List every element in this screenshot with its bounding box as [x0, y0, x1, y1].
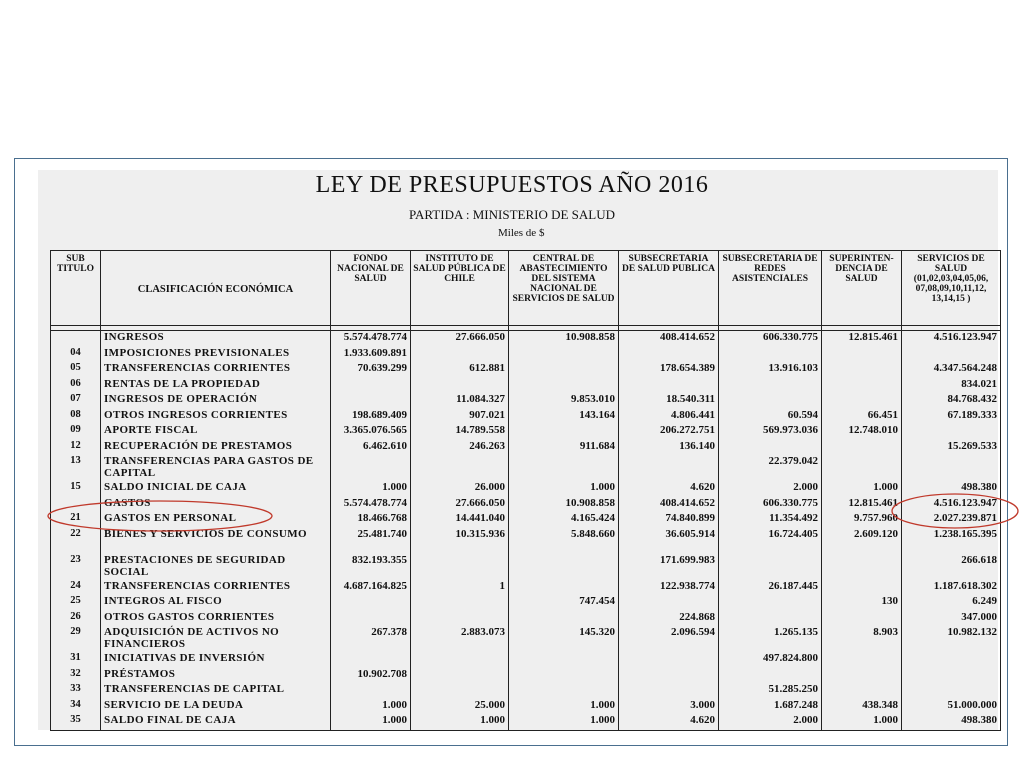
header-fonasa: FONDO NACIONAL DE SALUD [331, 251, 411, 326]
cell-subsecretaria-salud-publica [619, 683, 719, 699]
header-subsecretaria-salud-publica: SUBSECRETARIA DE SALUD PUBLICA [619, 251, 719, 326]
cell-servicios-salud: 266.618 [902, 554, 1001, 580]
cell-subsecretaria-redes: 497.824.800 [719, 652, 822, 668]
table-row [51, 554, 1001, 580]
cell-subsecretaria-salud-publica: 36.605.914 [619, 528, 719, 554]
cell-subtitulo: 05 [51, 362, 101, 378]
cell-isp: 907.021 [411, 409, 509, 425]
cell-subsecretaria-redes: 569.973.036 [719, 424, 822, 440]
cell-isp [411, 554, 509, 580]
cell-clasificacion: SALDO INICIAL DE CAJA [101, 481, 331, 497]
cell-superintendencia: 438.348 [822, 699, 902, 715]
cell-subtitulo: 04 [51, 347, 101, 363]
cell-superintendencia [822, 580, 902, 596]
cell-servicios-salud: 4.516.123.947 [902, 331, 1001, 347]
cell-subtitulo: 22 [51, 528, 101, 554]
cell-superintendencia: 12.815.461 [822, 331, 902, 347]
cell-clasificacion: TRANSFERENCIAS CORRIENTES [101, 362, 331, 378]
cell-isp: 26.000 [411, 481, 509, 497]
cell-clasificacion: SERVICIO DE LA DEUDA [101, 699, 331, 715]
table-row [51, 626, 1001, 652]
cell-servicios-salud: 15.269.533 [902, 440, 1001, 456]
cell-superintendencia [822, 683, 902, 699]
table-row [51, 528, 1001, 554]
cell-cenabast: 4.165.424 [509, 512, 619, 528]
cell-superintendencia [822, 393, 902, 409]
document-title: LEY DE PRESUPUESTOS AÑO 2016 [315, 172, 709, 198]
cell-subtitulo: 29 [51, 626, 101, 652]
cell-fonasa: 70.639.299 [331, 362, 411, 378]
cell-superintendencia [822, 668, 902, 684]
cell-isp: 27.666.050 [411, 497, 509, 513]
cell-superintendencia: 9.757.960 [822, 512, 902, 528]
cell-isp [411, 595, 509, 611]
cell-subsecretaria-salud-publica [619, 378, 719, 394]
cell-subtitulo: 35 [51, 714, 101, 730]
cell-subsecretaria-salud-publica [619, 347, 719, 363]
cell-clasificacion: INICIATIVAS DE INVERSIÓN [101, 652, 331, 668]
cell-servicios-salud: 1.238.165.395 [902, 528, 1001, 554]
budget-table [50, 250, 1001, 731]
cell-servicios-salud: 4.516.123.947 [902, 497, 1001, 513]
cell-subsecretaria-salud-publica: 122.938.774 [619, 580, 719, 596]
cell-cenabast: 143.164 [509, 409, 619, 425]
cell-subsecretaria-redes: 11.354.492 [719, 512, 822, 528]
table-row [51, 668, 1001, 684]
cell-subsecretaria-salud-publica [619, 595, 719, 611]
cell-cenabast [509, 580, 619, 596]
cell-servicios-salud: 51.000.000 [902, 699, 1001, 715]
cell-isp: 14.789.558 [411, 424, 509, 440]
cell-clasificacion: TRANSFERENCIAS CORRIENTES [101, 580, 331, 596]
cell-subsecretaria-redes [719, 440, 822, 456]
cell-clasificacion: PRESTACIONES DE SEGURIDAD SOCIAL [101, 554, 331, 580]
cell-clasificacion: BIENES Y SERVICIOS DE CONSUMO [101, 528, 331, 554]
cell-subsecretaria-redes [719, 668, 822, 684]
cell-subtitulo: 32 [51, 668, 101, 684]
cell-cenabast: 1.000 [509, 714, 619, 730]
cell-subsecretaria-salud-publica: 136.140 [619, 440, 719, 456]
cell-subtitulo: 21 [51, 512, 101, 528]
cell-servicios-salud [902, 347, 1001, 363]
cell-subsecretaria-salud-publica: 2.096.594 [619, 626, 719, 652]
table-row [51, 497, 1001, 513]
cell-subsecretaria-redes: 26.187.445 [719, 580, 822, 596]
cell-cenabast [509, 455, 619, 481]
cell-cenabast: 5.848.660 [509, 528, 619, 554]
cell-servicios-salud [902, 668, 1001, 684]
cell-superintendencia: 12.748.010 [822, 424, 902, 440]
cell-clasificacion: RECUPERACIÓN DE PRESTAMOS [101, 440, 331, 456]
cell-subsecretaria-redes: 51.285.250 [719, 683, 822, 699]
cell-fonasa [331, 595, 411, 611]
header-cenabast: CENTRAL DE ABASTECIMIENTO DEL SISTEMA NACIONAL DE SERVICIOS DE SALUD [509, 251, 619, 326]
cell-servicios-salud: 2.027.239.871 [902, 512, 1001, 528]
cell-clasificacion: SALDO FINAL DE CAJA [101, 714, 331, 730]
cell-servicios-salud [902, 683, 1001, 699]
cell-clasificacion: RENTAS DE LA PROPIEDAD [101, 378, 331, 394]
cell-isp [411, 668, 509, 684]
cell-subsecretaria-salud-publica: 4.620 [619, 714, 719, 730]
cell-cenabast [509, 347, 619, 363]
cell-fonasa [331, 455, 411, 481]
cell-superintendencia [822, 378, 902, 394]
cell-servicios-salud: 10.982.132 [902, 626, 1001, 652]
header-isp: INSTITUTO DE SALUD PÚBLICA DE CHILE [411, 251, 509, 326]
table-body [51, 331, 1001, 731]
cell-subtitulo: 13 [51, 455, 101, 481]
cell-cenabast [509, 362, 619, 378]
cell-clasificacion: INTEGROS AL FISCO [101, 595, 331, 611]
cell-subsecretaria-salud-publica: 4.620 [619, 481, 719, 497]
cell-isp: 246.263 [411, 440, 509, 456]
header-superintendencia: SUPERINTEN-DENCIA DE SALUD [822, 251, 902, 326]
cell-subtitulo: 15 [51, 481, 101, 497]
cell-clasificacion: TRANSFERENCIAS PARA GASTOS DE CAPITAL [101, 455, 331, 481]
cell-subsecretaria-redes: 13.916.103 [719, 362, 822, 378]
table-row [51, 512, 1001, 528]
cell-subtitulo: 33 [51, 683, 101, 699]
cell-cenabast: 747.454 [509, 595, 619, 611]
cell-cenabast [509, 554, 619, 580]
cell-clasificacion: IMPOSICIONES PREVISIONALES [101, 347, 331, 363]
cell-subsecretaria-salud-publica: 408.414.652 [619, 331, 719, 347]
cell-cenabast: 10.908.858 [509, 331, 619, 347]
cell-superintendencia: 12.815.461 [822, 497, 902, 513]
cell-subtitulo: 26 [51, 611, 101, 627]
cell-subsecretaria-redes: 16.724.405 [719, 528, 822, 554]
cell-servicios-salud [902, 652, 1001, 668]
cell-superintendencia [822, 455, 902, 481]
cell-superintendencia [822, 362, 902, 378]
table-row [51, 580, 1001, 596]
table-row [51, 393, 1001, 409]
cell-clasificacion: OTROS GASTOS CORRIENTES [101, 611, 331, 627]
header-subtitulo: SUB TITULO [51, 251, 101, 326]
cell-subsecretaria-salud-publica [619, 455, 719, 481]
cell-superintendencia: 1.000 [822, 714, 902, 730]
table-row [51, 611, 1001, 627]
cell-subsecretaria-redes: 22.379.042 [719, 455, 822, 481]
cell-superintendencia: 8.903 [822, 626, 902, 652]
cell-subtitulo: 06 [51, 378, 101, 394]
cell-isp: 27.666.050 [411, 331, 509, 347]
cell-subsecretaria-salud-publica: 178.654.389 [619, 362, 719, 378]
document-subtitle: PARTIDA : MINISTERIO DE SALUD [408, 207, 616, 222]
cell-fonasa: 1.000 [331, 699, 411, 715]
table-row [51, 424, 1001, 440]
cell-subsecretaria-salud-publica: 206.272.751 [619, 424, 719, 440]
cell-subsecretaria-redes: 606.330.775 [719, 331, 822, 347]
cell-superintendencia: 2.609.120 [822, 528, 902, 554]
cell-subsecretaria-salud-publica [619, 652, 719, 668]
cell-fonasa: 1.933.609.891 [331, 347, 411, 363]
cell-superintendencia [822, 652, 902, 668]
cell-subsecretaria-salud-publica: 224.868 [619, 611, 719, 627]
cell-subsecretaria-salud-publica: 171.699.983 [619, 554, 719, 580]
cell-subsecretaria-redes [719, 611, 822, 627]
cell-subsecretaria-redes [719, 378, 822, 394]
table-row [51, 699, 1001, 715]
cell-fonasa [331, 652, 411, 668]
cell-clasificacion: INGRESOS DE OPERACIÓN [101, 393, 331, 409]
cell-fonasa [331, 393, 411, 409]
cell-subtitulo: 08 [51, 409, 101, 425]
cell-clasificacion: GASTOS EN PERSONAL [101, 512, 331, 528]
cell-servicios-salud: 67.189.333 [902, 409, 1001, 425]
table-row [51, 378, 1001, 394]
cell-clasificacion: PRÉSTAMOS [101, 668, 331, 684]
cell-subsecretaria-redes: 1.687.248 [719, 699, 822, 715]
table-row [51, 683, 1001, 699]
cell-superintendencia [822, 347, 902, 363]
cell-fonasa: 4.687.164.825 [331, 580, 411, 596]
cell-isp [411, 455, 509, 481]
cell-subtitulo: 23 [51, 554, 101, 580]
cell-subsecretaria-redes: 2.000 [719, 481, 822, 497]
table-row [51, 409, 1001, 425]
cell-servicios-salud [902, 424, 1001, 440]
cell-fonasa: 18.466.768 [331, 512, 411, 528]
cell-fonasa: 267.378 [331, 626, 411, 652]
table-row [51, 481, 1001, 497]
cell-subsecretaria-redes [719, 595, 822, 611]
cell-cenabast: 10.908.858 [509, 497, 619, 513]
cell-subsecretaria-redes: 606.330.775 [719, 497, 822, 513]
cell-subtitulo: 12 [51, 440, 101, 456]
cell-subtitulo: 09 [51, 424, 101, 440]
cell-isp: 612.881 [411, 362, 509, 378]
table-row [51, 331, 1001, 347]
cell-isp: 14.441.040 [411, 512, 509, 528]
cell-isp: 10.315.936 [411, 528, 509, 554]
cell-fonasa: 25.481.740 [331, 528, 411, 554]
cell-fonasa: 6.462.610 [331, 440, 411, 456]
cell-servicios-salud: 6.249 [902, 595, 1001, 611]
cell-isp [411, 611, 509, 627]
cell-cenabast: 911.684 [509, 440, 619, 456]
cell-subsecretaria-salud-publica: 4.806.441 [619, 409, 719, 425]
table-row [51, 714, 1001, 730]
cell-isp: 2.883.073 [411, 626, 509, 652]
cell-fonasa [331, 378, 411, 394]
cell-isp [411, 652, 509, 668]
cell-superintendencia [822, 440, 902, 456]
table-row [51, 440, 1001, 456]
cell-subsecretaria-salud-publica: 18.540.311 [619, 393, 719, 409]
cell-subsecretaria-redes: 1.265.135 [719, 626, 822, 652]
table-row [51, 455, 1001, 481]
cell-clasificacion: ADQUISICIÓN DE ACTIVOS NO FINANCIEROS [101, 626, 331, 652]
cell-isp [411, 347, 509, 363]
cell-fonasa: 5.574.478.774 [331, 331, 411, 347]
cell-fonasa: 832.193.355 [331, 554, 411, 580]
cell-isp: 11.084.327 [411, 393, 509, 409]
units-label: Miles de $ [498, 227, 545, 239]
cell-servicios-salud: 834.021 [902, 378, 1001, 394]
cell-cenabast: 9.853.010 [509, 393, 619, 409]
cell-cenabast [509, 424, 619, 440]
cell-subsecretaria-redes [719, 554, 822, 580]
cell-subtitulo: 07 [51, 393, 101, 409]
cell-subsecretaria-salud-publica [619, 668, 719, 684]
cell-cenabast: 1.000 [509, 481, 619, 497]
cell-fonasa: 3.365.076.565 [331, 424, 411, 440]
cell-clasificacion: INGRESOS [101, 331, 331, 347]
table-row [51, 595, 1001, 611]
cell-cenabast: 1.000 [509, 699, 619, 715]
cell-subtitulo: 34 [51, 699, 101, 715]
cell-superintendencia [822, 611, 902, 627]
cell-cenabast [509, 652, 619, 668]
cell-cenabast [509, 611, 619, 627]
cell-subtitulo: 24 [51, 580, 101, 596]
cell-servicios-salud: 347.000 [902, 611, 1001, 627]
cell-subsecretaria-salud-publica: 3.000 [619, 699, 719, 715]
cell-isp [411, 683, 509, 699]
cell-subsecretaria-salud-publica: 74.840.899 [619, 512, 719, 528]
table-row [51, 652, 1001, 668]
cell-superintendencia [822, 554, 902, 580]
cell-subtitulo [51, 497, 101, 513]
cell-fonasa: 198.689.409 [331, 409, 411, 425]
cell-fonasa: 10.902.708 [331, 668, 411, 684]
cell-superintendencia: 130 [822, 595, 902, 611]
table-row [51, 347, 1001, 363]
cell-isp: 1 [411, 580, 509, 596]
cell-cenabast [509, 378, 619, 394]
cell-servicios-salud: 498.380 [902, 481, 1001, 497]
cell-subsecretaria-redes [719, 347, 822, 363]
table-row [51, 362, 1001, 378]
cell-subtitulo: 25 [51, 595, 101, 611]
cell-clasificacion: OTROS INGRESOS CORRIENTES [101, 409, 331, 425]
cell-fonasa: 1.000 [331, 714, 411, 730]
header-subsecretaria-redes: SUBSECRETARIA DE REDES ASISTENCIALES [719, 251, 822, 326]
cell-subsecretaria-redes: 60.594 [719, 409, 822, 425]
cell-clasificacion: GASTOS [101, 497, 331, 513]
cell-subsecretaria-redes [719, 393, 822, 409]
cell-superintendencia: 66.451 [822, 409, 902, 425]
cell-servicios-salud: 498.380 [902, 714, 1001, 730]
header-clasificacion: CLASIFICACIÓN ECONÓMICA [101, 251, 331, 326]
cell-subsecretaria-redes: 2.000 [719, 714, 822, 730]
cell-servicios-salud: 84.768.432 [902, 393, 1001, 409]
cell-fonasa: 5.574.478.774 [331, 497, 411, 513]
header-servicios-salud: SERVICIOS DE SALUD (01,02,03,04,05,06, 07,08,09,10,11,12, 13,14,15 ) [902, 251, 1001, 326]
cell-subtitulo [51, 331, 101, 347]
cell-fonasa [331, 683, 411, 699]
cell-superintendencia: 1.000 [822, 481, 902, 497]
cell-fonasa [331, 611, 411, 627]
cell-clasificacion: APORTE FISCAL [101, 424, 331, 440]
cell-cenabast [509, 683, 619, 699]
cell-subsecretaria-salud-publica: 408.414.652 [619, 497, 719, 513]
cell-cenabast [509, 668, 619, 684]
cell-isp [411, 378, 509, 394]
cell-cenabast: 145.320 [509, 626, 619, 652]
cell-isp: 25.000 [411, 699, 509, 715]
cell-subtitulo: 31 [51, 652, 101, 668]
cell-servicios-salud: 4.347.564.248 [902, 362, 1001, 378]
cell-fonasa: 1.000 [331, 481, 411, 497]
cell-clasificacion: TRANSFERENCIAS DE CAPITAL [101, 683, 331, 699]
cell-servicios-salud [902, 455, 1001, 481]
cell-servicios-salud: 1.187.618.302 [902, 580, 1001, 596]
cell-isp: 1.000 [411, 714, 509, 730]
